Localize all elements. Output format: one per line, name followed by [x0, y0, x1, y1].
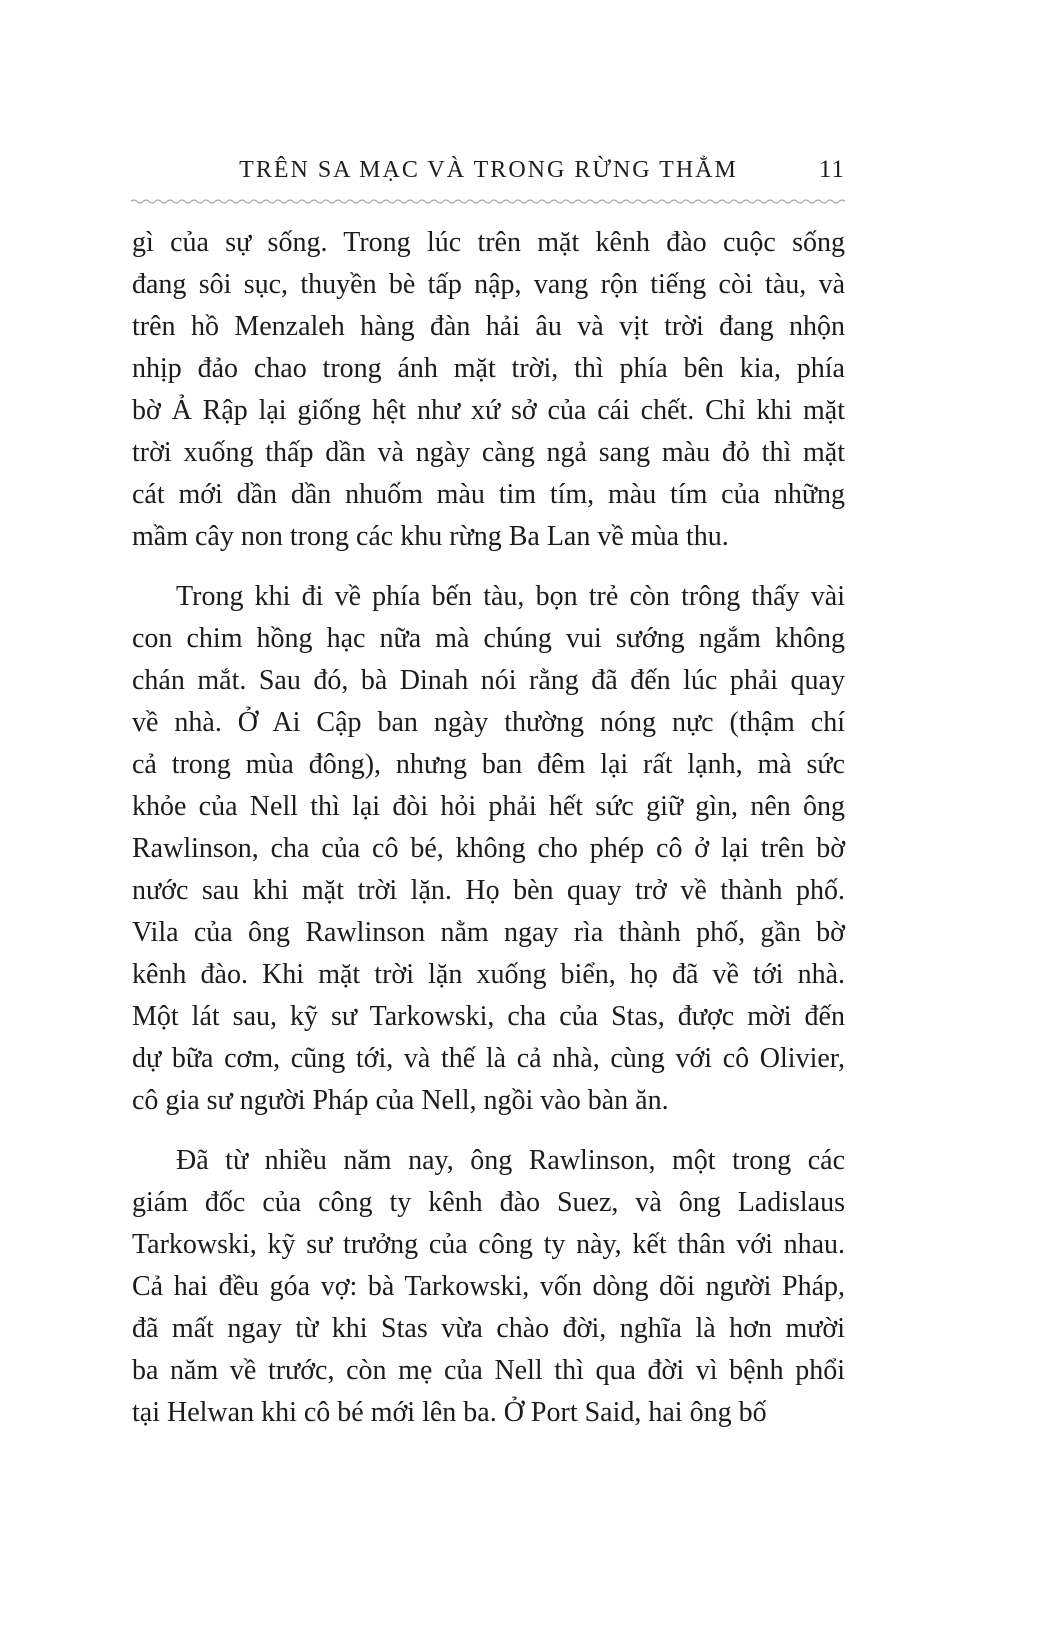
text-line: cô gia sư người Pháp của Nell, ngồi vào bàn ăn. [132, 1085, 669, 1116]
text-line: Trong khi đi về phía bến tàu, bọn trẻ còn trông thấy vài [176, 581, 845, 612]
text-line: Rawlinson, cha của cô bé, không cho phép cô ở lại trên bờ [132, 833, 845, 864]
text-line: nhịp đảo chao trong ánh mặt trời, thì phía bên kia, phía [132, 353, 845, 384]
text-line: đang sôi sục, thuyền bè tấp nập, vang rộn tiếng còi tàu, và [132, 269, 845, 300]
running-title: TRÊN SA MẠC VÀ TRONG RỪNG THẲM [239, 157, 738, 183]
text-line: chán mắt. Sau đó, bà Dinah nói rằng đã đến lúc phải quay [132, 665, 845, 696]
page-header [132, 153, 845, 187]
text-line: trời xuống thấp dần và ngày càng ngả sang màu đỏ thì mặt [132, 437, 845, 468]
wave-fill [131, 197, 845, 206]
text-line: cát mới dần dần nhuốm màu tim tím, màu tím của những [132, 479, 845, 510]
text-line: Một lát sau, kỹ sư Tarkowski, cha của Stas, được mời đến [132, 1001, 845, 1032]
text-line: mầm cây non trong các khu rừng Ba Lan về mùa thu. [132, 521, 729, 552]
text-line: tại Helwan khi cô bé mới lên ba. Ở Port Said, hai ông bố [132, 1397, 767, 1428]
page-number: 11 [818, 156, 845, 183]
paragraph [132, 222, 845, 558]
text-line: đã mất ngay từ khi Stas vừa chào đời, nghĩa là hơn mười [132, 1313, 845, 1344]
text-line: giám đốc của công ty kênh đào Suez, và ông Ladislaus [132, 1187, 845, 1218]
text-line: con chim hồng hạc nữa mà chúng vui sướng ngắm không [132, 623, 845, 654]
text-line: Vila của ông Rawlinson nằm ngay rìa thành phố, gần bờ [132, 917, 845, 948]
body-text [132, 222, 845, 1452]
paragraph [132, 1140, 845, 1434]
text-line: khỏe của Nell thì lại đòi hỏi phải hết sức giữ gìn, nên ông [132, 791, 845, 822]
text-line: Cả hai đều góa vợ: bà Tarkowski, vốn dòng dõi người Pháp, [132, 1271, 845, 1302]
text-line: Tarkowski, kỹ sư trưởng của công ty này, kết thân với nhau. [132, 1229, 845, 1260]
text-line: bờ Ả Rập lại giống hệt như xứ sở của cái chết. Chỉ khi mặt [132, 395, 845, 426]
text-line: trên hồ Menzaleh hàng đàn hải âu và vịt trời đang nhộn [132, 311, 845, 342]
text-line: nước sau khi mặt trời lặn. Họ bèn quay trở về thành phố. [132, 875, 845, 906]
text-line: dự bữa cơm, cũng tới, và thế là cả nhà, cùng với cô Olivier, [132, 1043, 845, 1074]
text-line: ba năm về trước, còn mẹ của Nell thì qua đời vì bệnh phổi [132, 1355, 845, 1386]
paragraph [132, 576, 845, 1122]
text-line: Đã từ nhiều năm nay, ông Rawlinson, một trong các [176, 1145, 845, 1176]
text-line: kênh đào. Khi mặt trời lặn xuống biển, họ đã về tới nhà. [132, 959, 845, 990]
text-line: gì của sự sống. Trong lúc trên mặt kênh đào cuộc sống [132, 227, 845, 258]
text-line: về nhà. Ở Ai Cập ban ngày thường nóng nực (thậm chí [132, 707, 845, 738]
text-line: cả trong mùa đông), nhưng ban đêm lại rất lạnh, mà sức [132, 749, 845, 780]
wavy-separator [131, 197, 845, 206]
